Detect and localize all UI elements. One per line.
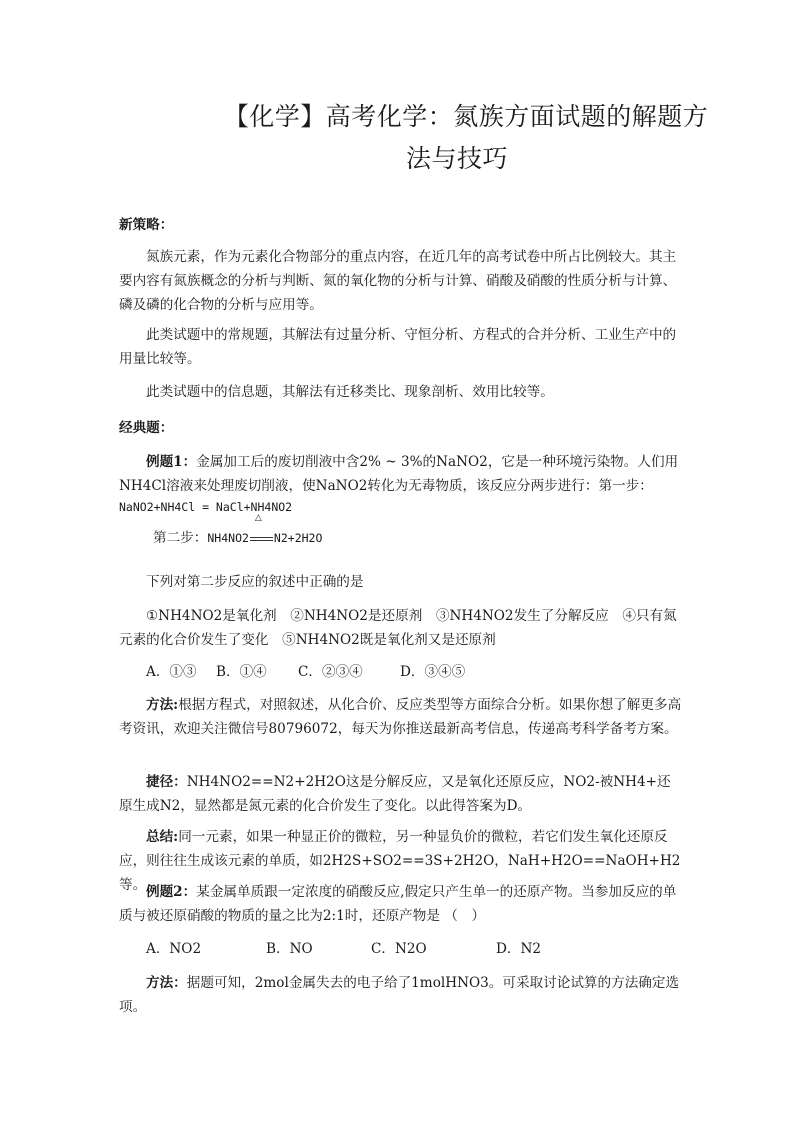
example2-option-d: D．N2 bbox=[496, 941, 542, 957]
summary-text: 同一元素，如果一种显正价的微粒，另一种显负价的微粒，若它们发生氧化还原反应，则往往生成该元素的单质，如2H2S+SO2==3S+2H2O，NaH+H2O==NaOH+H2等。 bbox=[119, 829, 681, 893]
example1-option-c: C．②③④ bbox=[298, 664, 363, 680]
shortcut-text: NH4NO2==N2+2H2O这是分解反应，又是氧化还原反应，NO2-被NH4+还原生成N2，显然都是氮元素的化合价发生了变化。以此得答案为D。 bbox=[119, 774, 671, 814]
example1-shortcut bbox=[119, 770, 684, 818]
example2-text: 某金属单质跟一定浓度的硝酸反应,假定只产生单一的还原产物。当参加反应的单质与被还原硝酸的物质的量之比为2:1时，还原产物是 （ ） bbox=[119, 884, 677, 924]
example2-option-b: B．NO bbox=[266, 941, 313, 957]
method-text: 根据方程式，对照叙述，从化合价、反应类型等方面综合分析。如果你想了解更多高考资讯，欢迎关注微信号80796072，每天为你推送最新高考信息，传递高考科学备考方案。 bbox=[119, 697, 682, 737]
example1-option-b: B．①④ bbox=[216, 664, 267, 680]
shortcut-label: 捷径： bbox=[146, 774, 187, 790]
example2-intro bbox=[119, 880, 684, 928]
equation-2-right: N2+2H2O bbox=[273, 531, 323, 545]
equation-2-left: NH4NO2 bbox=[207, 531, 249, 545]
example1-option-a: A．①③ bbox=[146, 664, 197, 680]
heat-condition-arrow bbox=[249, 513, 274, 550]
example1-step2 bbox=[119, 513, 684, 550]
doc-title-line2: 法与技巧 bbox=[405, 144, 508, 173]
strategy-paragraph-3: 此类试题中的信息题，其解法有迁移类比、现象剖析、效用比较等。 bbox=[146, 384, 554, 400]
example1-text: 金属加工后的废切削液中含2% ~ 3%的NaNO2，它是一种环境污染物。人们用NH4Cl溶液来处理废切削液，使NaNO2转化为无毒物质，该反应分两步进行：第一步： bbox=[119, 454, 679, 494]
example2-method-text: 据题可知，2mol金属失去的电子给了1molHNO3。可采取讨论试算的方法确定选项。 bbox=[119, 975, 680, 1015]
example1-option-d: D．③④⑤ bbox=[400, 664, 466, 680]
example1-statements: ①NH4NO2是氧化剂 ②NH4NO2是还原剂 ③NH4NO2发生了分解反应 ④只有氮元素的化合价发生了变化 ⑤NH4NO2既是氧化剂又是还原剂 bbox=[119, 608, 677, 648]
example2-option-a: A．NO2 bbox=[146, 941, 202, 957]
example2-option-c: C．N2O bbox=[371, 941, 427, 957]
example1-options bbox=[119, 660, 684, 684]
example1-label: 例题1 bbox=[146, 454, 183, 470]
example2-label: 例题2 bbox=[146, 884, 183, 900]
example1-intro bbox=[119, 450, 684, 498]
strategy-heading: 新策略： bbox=[119, 217, 174, 233]
example2-method-label: 方法： bbox=[146, 975, 187, 991]
example1-sep: ： bbox=[182, 454, 197, 470]
example1-method bbox=[119, 693, 684, 741]
doc-title-line1: 【化学】高考化学：氮族方面试题的解题方 bbox=[223, 102, 709, 131]
example1-equation-1: NaNO2+NH4Cl = NaCl+NH4NO2 bbox=[119, 500, 293, 514]
example2-options bbox=[119, 937, 684, 961]
summary-label: 总结: bbox=[146, 829, 179, 845]
classic-heading: 经典题： bbox=[119, 420, 174, 436]
step2-label: 第二步： bbox=[153, 530, 208, 546]
example2-method bbox=[119, 971, 684, 1019]
example1-question: 下列对第二步反应的叙述中正确的是 bbox=[146, 574, 364, 590]
method-label: 方法: bbox=[146, 697, 179, 713]
delta-icon: △ bbox=[254, 513, 262, 523]
strategy-paragraph-2: 此类试题中的常规题，其解法有过量分析、守恒分析、方程式的合并分析、工业生产中的用量比较等。 bbox=[119, 327, 677, 367]
example2-sep: ： bbox=[182, 884, 197, 900]
strategy-paragraph-1: 氮族元素，作为元素化合物部分的重点内容，在近几年的高考试卷中所占比例较大。其主要内容有氮族概念的分析与判断、氮的氧化物的分析与计算、硝酸及硝酸的性质分析与计算、磷及磷的化合物的分析与应用等。 bbox=[119, 249, 677, 313]
